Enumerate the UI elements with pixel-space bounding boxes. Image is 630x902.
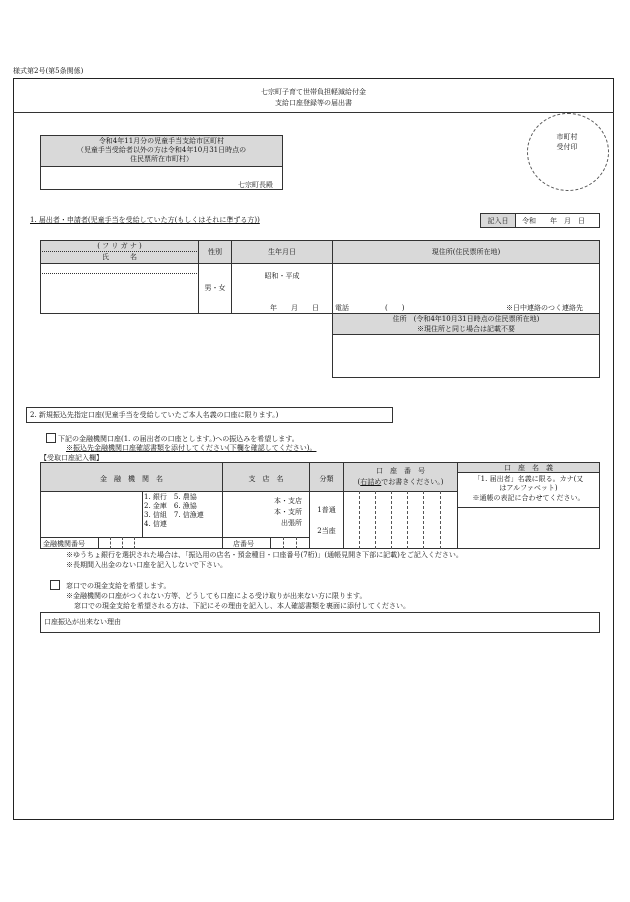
long-term-note: ※長期間入出金のない口座を記入しないで下さい。	[66, 561, 227, 569]
account-digit-divider-4	[407, 491, 408, 549]
category-field[interactable]	[309, 491, 344, 549]
municipality-line3: 住民票所在市町村）	[130, 155, 193, 163]
bank-type-divider	[142, 491, 143, 537]
dob-ymd: 年 月 日	[270, 304, 319, 312]
bank-type-4: 4. 信連	[144, 520, 167, 528]
bank-code-cell-3[interactable]	[122, 537, 123, 549]
bank-code-row-line	[40, 537, 223, 538]
branch-type-3: 出張所	[281, 519, 302, 527]
municipality-line1: 令和4年11月分の児童手当支給市区町村	[98, 137, 225, 145]
section2-heading: 2. 新規振込先指定口座(児童手当を受給していたご本人名義の口座に限ります。)	[30, 411, 279, 419]
category-option-1: 1普通	[317, 506, 336, 514]
bank-code-cell-2[interactable]	[110, 537, 111, 549]
phone-parens: ( )	[385, 304, 405, 312]
option1-note: ※振込先金融機関口座確認書類を添付してください(下欄を確認してください)。	[66, 444, 317, 452]
furigana-divider	[40, 251, 199, 252]
account-holder-field[interactable]	[457, 507, 600, 549]
option1-text: 下記の金融機関口座(1. の届出者の口座とします。)への振込みを希望します。	[58, 435, 299, 443]
account-name-note1: 「1. 届出者」名義に限る。カナ(又	[473, 475, 584, 483]
account-name-note3: ※通帳の表記に合わせてください。	[472, 494, 585, 502]
option2-note1: ※金融機関の口座がつくれない方等、どうしても口座による受け取りが出来ない方に限ります。	[66, 592, 367, 600]
municipality-line2: （児童手当受給者以外の方は令和4年10月31日時点の	[76, 146, 247, 154]
bank-code-cell-4[interactable]	[134, 537, 135, 549]
phone-label: 電話	[335, 304, 349, 312]
name-field[interactable]	[40, 263, 199, 314]
gender-value: 男・女	[204, 284, 226, 292]
prev-address-label1: 住所 (令和4年10月31日時点の住民票所在地)	[392, 315, 540, 323]
branch-code-cell-1[interactable]	[270, 537, 271, 549]
dob-label: 生年月日	[268, 248, 296, 256]
account-no-header2b: でお書きください。)	[381, 478, 444, 486]
branch-type-2: 本・支所	[274, 508, 302, 516]
reception-stamp-label: 市町村 受付印	[556, 133, 578, 151]
address-label: 現住所(住民票所在地)	[431, 248, 501, 256]
option1-checkbox[interactable]	[46, 433, 56, 443]
form-number: 様式第2号(第5条関係)	[13, 67, 84, 75]
bank-code-label: 金融機関番号	[43, 540, 85, 548]
branch-code-cell-3[interactable]	[296, 537, 297, 549]
account-digit-divider-1	[359, 491, 360, 549]
entry-date-label: 記入日	[487, 217, 509, 225]
option2-note2: 窓口での現金支給を希望される方は、下記にその理由を記入し、本人確認書類を裏面に添付してください。	[74, 602, 410, 610]
bank-type-2: 2. 金庫 6. 漁協	[144, 502, 197, 510]
category-option-2: 2当座	[317, 527, 336, 535]
account-name-note2: はアルファベット)	[499, 484, 558, 492]
category-header-label: 分類	[319, 475, 334, 483]
yucho-note: ※ゆうちょ銀行を選択された場合は、「振込用の店名・預金種目・口座番号(7桁)」(通帳見開き下部に記載)をご記入ください。	[66, 551, 463, 559]
name-label: 氏 名	[102, 253, 137, 261]
title-line1: 七宗町子育て世帯負担軽減給付金	[261, 88, 366, 96]
bank-type-1: 1. 銀行 5. 農協	[144, 493, 197, 501]
branch-code-label: 店番号	[233, 540, 254, 548]
title-divider	[13, 112, 614, 113]
account-no-header2	[343, 478, 458, 486]
option2-text: 窓口での現金支給を希望します。	[66, 582, 171, 590]
branch-code-cell-2[interactable]	[283, 537, 284, 549]
account-digit-divider-6	[440, 491, 441, 549]
bank-type-3: 3. 信組 7. 信漁連	[144, 511, 204, 519]
account-no-right-align: 右詰め	[360, 478, 382, 486]
bank-header-label: 金 融 機 関 名	[100, 475, 163, 483]
reason-field[interactable]	[40, 612, 600, 633]
receiving-label: 【受取口座記入欄】	[40, 454, 103, 462]
reason-label: 口座振込が出来ない理由	[44, 618, 121, 626]
prev-address-field[interactable]	[332, 334, 600, 378]
account-digit-divider-2	[375, 491, 376, 549]
account-no-paren: (	[357, 478, 361, 486]
option2-checkbox[interactable]	[50, 580, 60, 590]
daytime-note: ※日中連絡のつく連絡先	[506, 304, 583, 312]
addressee: 七宗町長殿	[238, 181, 273, 189]
branch-type-1: 本・支店	[274, 497, 302, 505]
dob-era: 昭和・平成	[264, 272, 300, 280]
gender-label: 性別	[208, 248, 222, 256]
prev-address-label2: ※現住所と同じ場合は記載不要	[417, 325, 515, 333]
account-no-header1: 口 座 番 号	[376, 467, 425, 475]
section1-heading: 1. 届出者・申請者(児童手当を受給していた方(もしくはそれに準ずる方))	[30, 216, 260, 224]
account-digit-divider-5	[423, 491, 424, 549]
account-digit-divider-3	[391, 491, 392, 549]
bank-code-cell-1[interactable]	[98, 537, 99, 549]
furigana-label: ( フ リ ガ ナ )	[97, 242, 142, 250]
account-name-header-label: 口 座 名 義	[504, 464, 553, 472]
branch-header-label: 支 店 名	[248, 475, 284, 483]
name-field-furigana-line	[40, 273, 199, 274]
title-line2: 支給口座登録等の届出書	[275, 99, 352, 107]
entry-date-value: 令和 年 月 日	[522, 217, 585, 225]
